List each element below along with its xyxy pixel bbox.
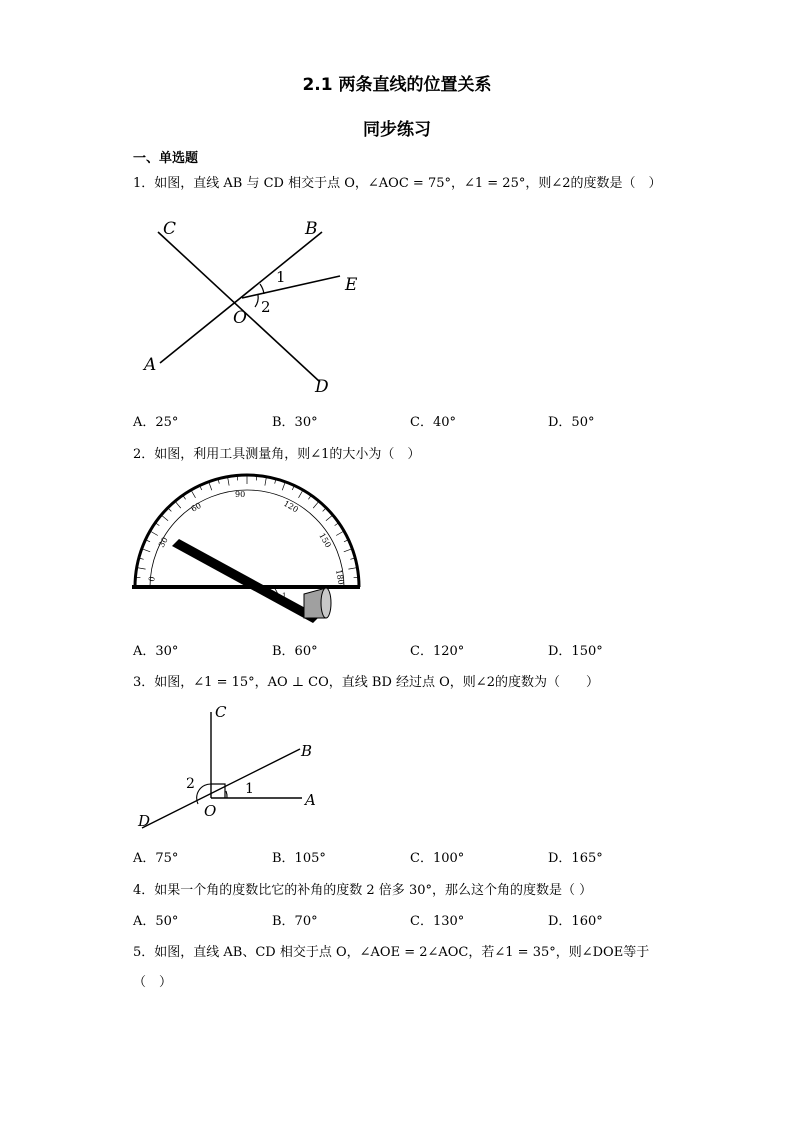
protractor-tick: [161, 515, 168, 521]
protractor-tick: [191, 490, 196, 498]
q1-option-c[interactable]: C．40°: [410, 415, 456, 430]
angle-1-arc: [260, 284, 264, 294]
scale-label-30: 30: [156, 535, 170, 549]
protractor-tick: [282, 482, 285, 490]
scale-label-150: 150: [317, 531, 333, 550]
q4-option-d[interactable]: D．160°: [548, 914, 603, 929]
angle-1-label: 1: [282, 592, 287, 600]
protractor-tick: [168, 508, 172, 512]
protractor-tick: [323, 508, 327, 512]
label-c: C: [215, 703, 227, 721]
scale-label-90: 90: [235, 490, 246, 499]
protractor-tick: [209, 482, 212, 490]
question-1-figure: [130, 210, 390, 400]
question-1-text: 1．如图，直线 AB 与 CD 相交于点 O，∠AOC = 75°，∠1 = 25°，则∠2的度数是（ ）: [133, 176, 662, 191]
line-bd: [142, 749, 300, 828]
q4-option-c[interactable]: C．130°: [410, 914, 465, 929]
question-3-text: 3．如图，∠1 = 15°，AO ⊥ CO，直线 BD 经过点 O，则∠2的度数为（ ）: [133, 675, 599, 690]
q2-option-b[interactable]: B．60°: [272, 644, 318, 659]
q3-option-c[interactable]: C．100°: [410, 851, 465, 866]
q1-option-b[interactable]: B．30°: [272, 415, 318, 430]
right-angle-mark: [211, 784, 225, 798]
q3-option-a[interactable]: A．75°: [133, 851, 179, 866]
scale-label-180: 180: [334, 568, 346, 586]
ray-oe: [242, 276, 340, 298]
protractor-inner-arc: [150, 490, 344, 587]
line-ab: [160, 232, 322, 363]
measuring-bar: [172, 539, 320, 623]
line-cd: [158, 232, 320, 382]
protractor-tick: [313, 501, 319, 508]
protractor-tick: [299, 490, 304, 498]
protractor-tick: [142, 549, 150, 552]
angle-2-label: 2: [261, 298, 271, 316]
label-d: D: [315, 377, 329, 397]
question-3-figure: [130, 698, 330, 838]
q2-option-d[interactable]: D．150°: [548, 644, 603, 659]
protractor-tick: [344, 549, 352, 552]
label-d: D: [138, 812, 151, 830]
angle-1-label: 1: [276, 268, 286, 286]
question-5-text-cont: （ ）: [133, 975, 173, 990]
angle-1-label: 1: [245, 781, 254, 797]
protractor-tick: [150, 531, 158, 536]
protractor-tick: [326, 515, 333, 521]
q1-option-d[interactable]: D．50°: [548, 415, 595, 430]
q1-option-a[interactable]: A．25°: [133, 415, 179, 430]
label-b: B: [301, 742, 313, 760]
page-title: 2.1 两条直线的位置关系: [302, 75, 492, 95]
q3-option-b[interactable]: B．105°: [272, 851, 326, 866]
label-c: C: [163, 219, 177, 239]
protractor-tick: [175, 501, 181, 508]
cylinder-end: [321, 588, 331, 618]
question-2-text: 2．如图，利用工具测量角，则∠1的大小为（ ）: [133, 447, 421, 462]
question-5-text: 5．如图，直线 AB、CD 相交于点 O，∠AOE = 2∠AOC，若∠1 = 35°，则∠DOE等于: [133, 945, 650, 960]
question-4-text: 4．如果一个角的度数比它的补角的度数 2 倍多 30°，那么这个角的度数是（ ）: [133, 883, 593, 898]
label-o: O: [204, 802, 217, 820]
label-o: O: [233, 308, 247, 328]
scale-label-0: 0: [147, 575, 157, 583]
question-2-figure: [130, 470, 365, 628]
angle-2-label: 2: [186, 776, 195, 792]
q2-option-a[interactable]: A．30°: [133, 644, 179, 659]
q4-option-a[interactable]: A．50°: [133, 914, 179, 929]
label-a: A: [305, 791, 316, 809]
label-b: B: [305, 219, 318, 239]
scale-label-60: 60: [189, 500, 203, 514]
label-a: A: [144, 355, 157, 375]
angle-1-arc: [226, 791, 227, 798]
page-subtitle: 同步练习: [363, 120, 431, 140]
angle-2-arc: [255, 295, 258, 307]
q3-option-d[interactable]: D．165°: [548, 851, 603, 866]
scale-label-120: 120: [282, 498, 300, 515]
label-e: E: [345, 275, 358, 295]
q4-option-b[interactable]: B．70°: [272, 914, 318, 929]
section-heading: 一、单选题: [133, 151, 199, 166]
q2-option-c[interactable]: C．120°: [410, 644, 465, 659]
protractor-tick: [336, 531, 344, 536]
